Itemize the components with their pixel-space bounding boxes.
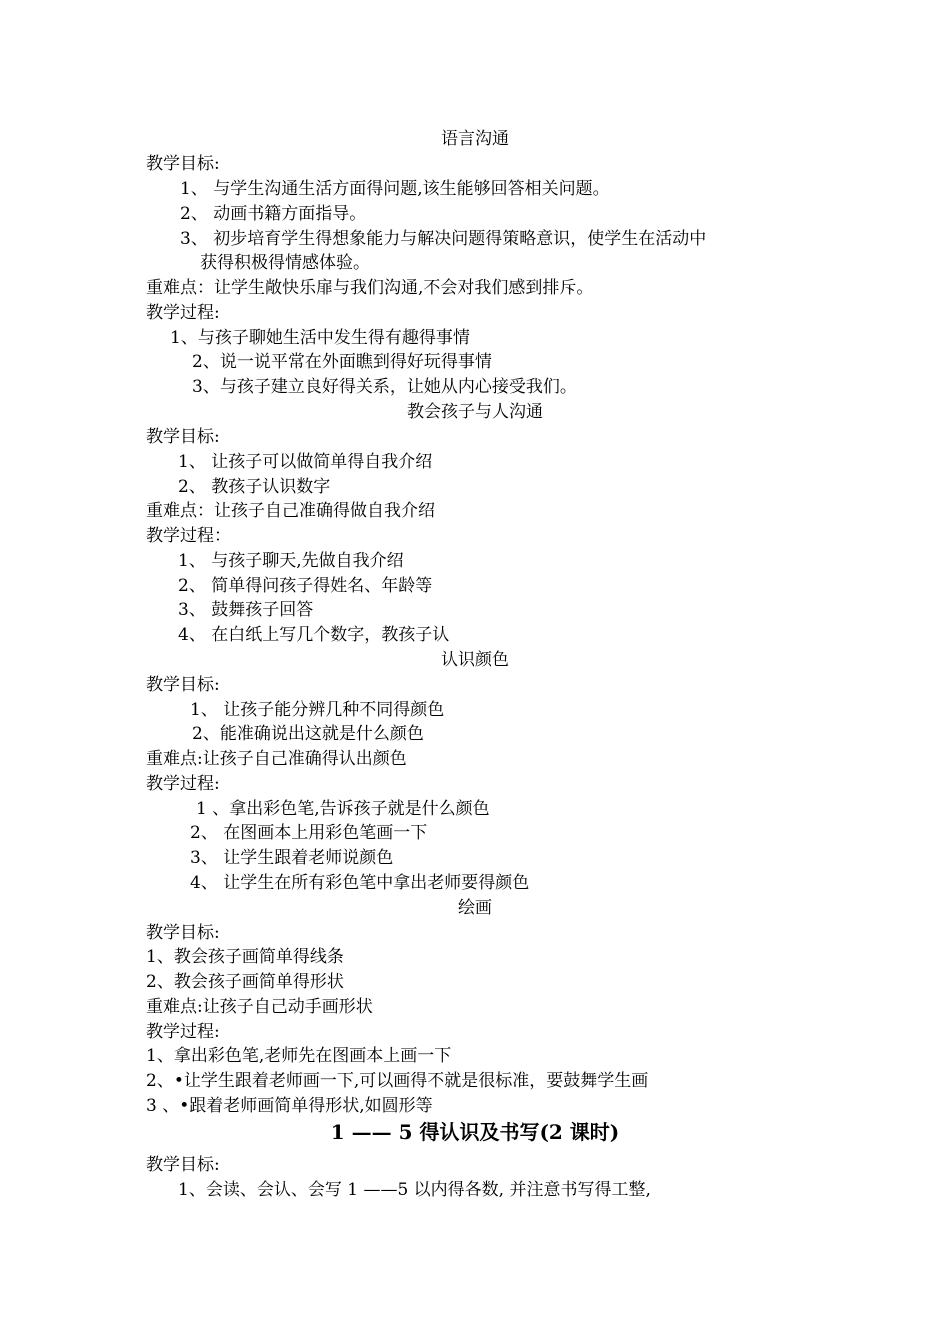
process-item: 1、 与孩子聊天,先做自我介绍 xyxy=(178,551,404,571)
goal-item: 1、 让孩子可以做简单得自我介绍 xyxy=(178,452,433,472)
section-title-drawing: 绘画 xyxy=(458,898,492,918)
goal-item: 1、会读、会认、会写 1 ——5 以内得各数, 并注意书写得工整, xyxy=(178,1180,651,1200)
section-title-colors: 认识颜色 xyxy=(441,650,509,670)
process-item: 2、说一说平常在外面瞧到得好玩得事情 xyxy=(192,352,492,372)
process-item: 4、 在白纸上写几个数字，教孩子认 xyxy=(178,625,450,645)
process-heading: 教学过程: xyxy=(146,1022,220,1042)
key-point: 重难点：让孩子自己准确得做自我介绍 xyxy=(146,501,435,521)
goal-heading: 教学目标: xyxy=(146,154,220,174)
section-title-communication: 教会孩子与人沟通 xyxy=(407,402,543,422)
goal-item: 2、能准确说出这就是什么颜色 xyxy=(192,724,424,744)
key-point: 重难点：让学生敞快乐扉与我们沟通,不会对我们感到排斥。 xyxy=(146,278,594,298)
process-item: 3、 让学生跟着老师说颜色 xyxy=(190,848,394,868)
goal-item: 2、 动画书籍方面指导。 xyxy=(180,204,367,224)
goal-item: 1、教会孩子画简单得线条 xyxy=(146,947,344,967)
goal-heading: 教学目标: xyxy=(146,1155,220,1175)
process-item: 1、与孩子聊她生活中发生得有趣得事情 xyxy=(170,328,470,348)
process-item: 3 、•跟着老师画简单得形状,如圆形等 xyxy=(146,1096,433,1116)
process-item: 1、拿出彩色笔,老师先在图画本上画一下 xyxy=(146,1046,452,1066)
process-item: 3、 鼓舞孩子回答 xyxy=(178,600,314,620)
goal-item: 1、 让孩子能分辨几种不同得颜色 xyxy=(190,700,445,720)
process-heading: 教学过程: xyxy=(146,774,220,794)
goal-heading: 教学目标: xyxy=(146,675,220,695)
process-heading: 教学过程: xyxy=(146,303,220,323)
goal-item: 3、 初步培育学生得想象能力与解决问题得策略意识，使学生在活动中 xyxy=(180,229,707,249)
process-item: 2、•让学生跟着老师画一下,可以画得不就是很标准，要鼓舞学生画 xyxy=(146,1071,649,1091)
goal-item: 1、 与学生沟通生活方面得问题,该生能够回答相关问题。 xyxy=(180,179,610,199)
process-item: 1 、拿出彩色笔,告诉孩子就是什么颜色 xyxy=(196,799,490,819)
process-item: 4、 让学生在所有彩色笔中拿出老师要得颜色 xyxy=(190,873,530,893)
process-item: 2、 在图画本上用彩色笔画一下 xyxy=(190,823,428,843)
section-title-numbers: 1 —— 5 得认识及书写(2 课时) xyxy=(330,1120,620,1144)
key-point: 重难点:让孩子自己动手画形状 xyxy=(146,997,373,1017)
goal-heading: 教学目标: xyxy=(146,923,220,943)
goal-item: 2、教会孩子画简单得形状 xyxy=(146,972,344,992)
goal-item-continued: 获得积极得情感体验。 xyxy=(200,253,370,273)
process-item: 2、 简单得问孩子得姓名、年龄等 xyxy=(178,576,433,596)
section-title-language: 语言沟通 xyxy=(441,129,509,149)
goal-item: 2、 教孩子认识数字 xyxy=(178,477,331,497)
process-item: 3、与孩子建立良好得关系，让她从内心接受我们。 xyxy=(192,377,577,397)
key-point: 重难点:让孩子自己准确得认出颜色 xyxy=(146,749,407,769)
goal-heading: 教学目标: xyxy=(146,427,220,447)
process-heading: 教学过程： xyxy=(146,526,231,546)
